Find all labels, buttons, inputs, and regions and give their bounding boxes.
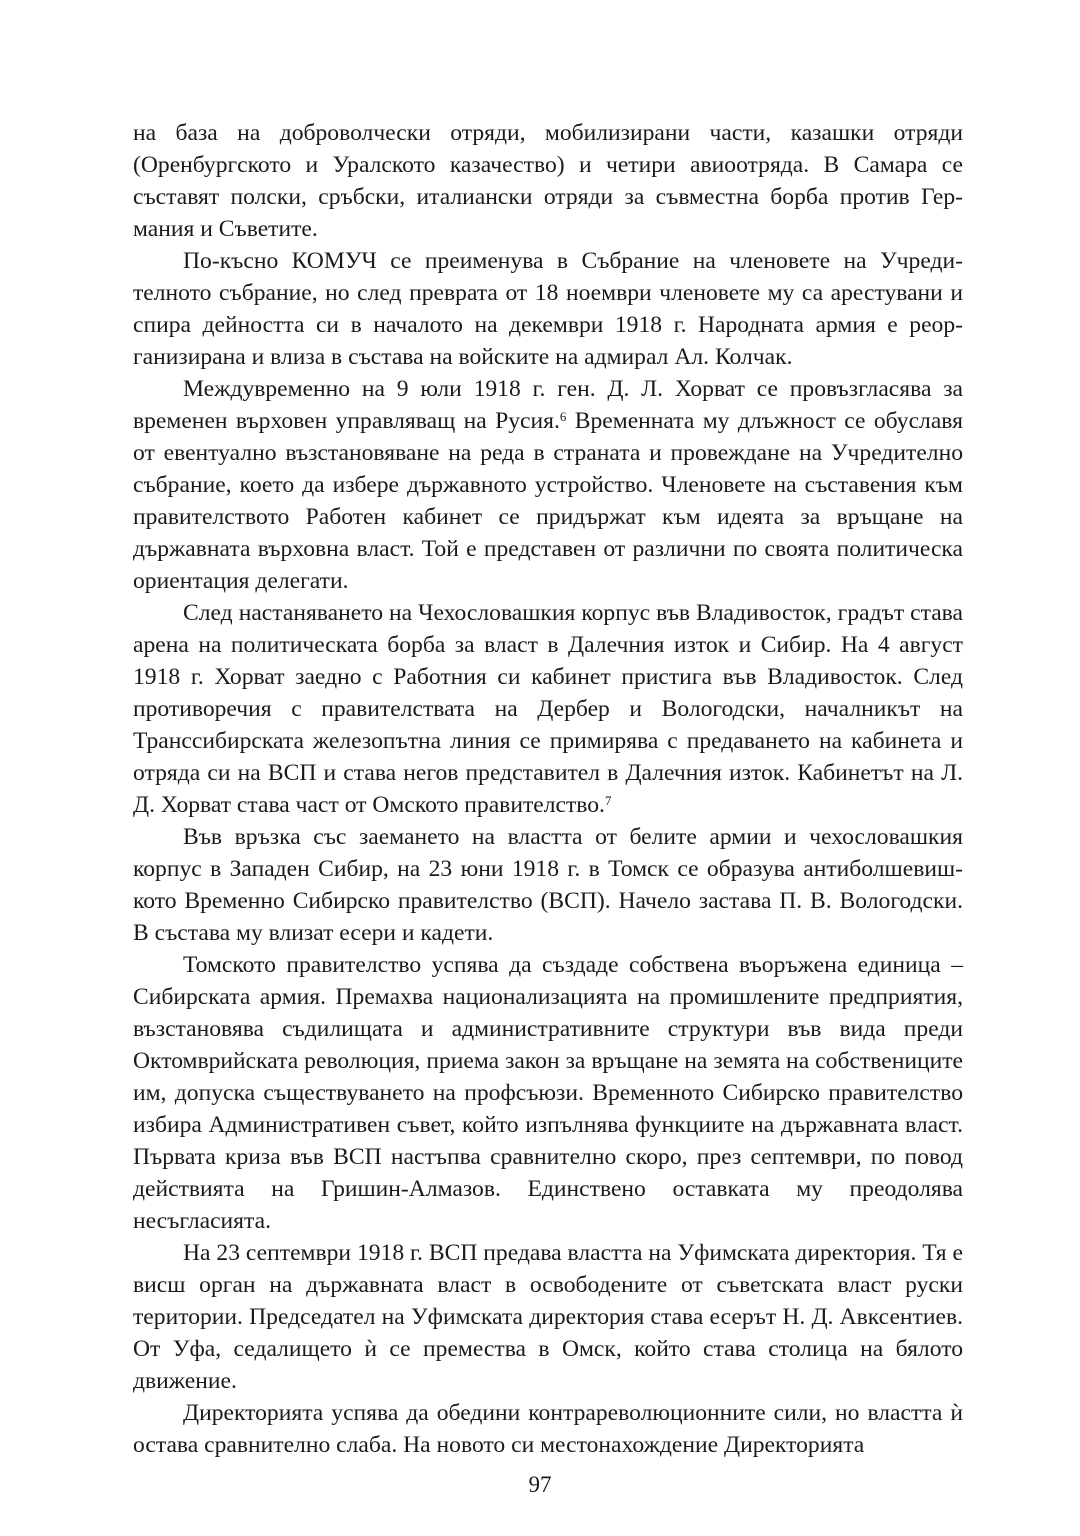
footnote-marker-6: 6	[559, 408, 567, 424]
paragraph-8: Директорията успява да обедини контрареволюционните сили, но властта ѝ остава сравнително слаба. На новото си местонахождение Директорията	[133, 1400, 963, 1458]
paragraph-5: Във връзка със заемането на властта от белите армии и чехословашкия корпус в Западен Сибир, на 23 юни 1918 г. в Томск се образува антиболшевишкото Временно Сибирско правителство (ВСП). Начело застава П. В. Вологодски. В състава му влизат есери и кадети.	[133, 824, 963, 946]
page-number: 97	[528, 1472, 552, 1497]
paragraph-7: На 23 септември 1918 г. ВСП предава властта на Уфимската директория. Тя е висш орган на държавната власт в освободените от съветската власт руски територии. Председател на Уфимската директория става есерът Н. Д. Авксентиев. От Уфа, седалището ѝ се премества в Омск, който става столица на бялото движение.	[133, 1240, 963, 1394]
paragraph-3	[133, 373, 963, 597]
paragraph-1: на база на доброволчески отряди, мобилизирани части, казашки отряди (Оренбургското и Уралското казачество) и четири авиоотряда. В Самара се съставят полски, сръбски, италиански отряди за съвместна борба против Германия и Съветите.	[133, 120, 963, 242]
body-text	[133, 117, 963, 1461]
paragraph-4	[133, 597, 963, 821]
paragraph-6: Томското правителство успява да създаде собствена въоръжена единица – Сибирската армия. Премахва национализацията на промишлените предприятия, възстановява съдилищата и административните структури във вида преди Октомврийската революция, приема закон за връщане на земята на собствениците им, допуска съществуването на профсъюзи. Временното Сибирско правителство избира Административен съвет, който изпълнява функциите на държавната власт. Първата криза във ВСП настъпва сравнително скоро, през септември, по повод действията на Гришин-Алмазов. Единствено оставката му преодолява несъгласията.	[133, 952, 963, 1234]
paragraph-3-text-a: Междувременно на 9 юли 1918 г. ген. Д. Л. Хорват се провъзгласява за временен върховен управляващ на Русия.	[133, 376, 963, 434]
footnote-marker-7: 7	[604, 792, 612, 808]
paragraph-2: По-късно КОМУЧ се преименува в Събрание на членовете на Учредителното събрание, но след преврата от 18 ноември членовете му са арестувани и спира дейността си в началото на декември 1918 г. Народната армия е реорганизирана и влиза в състава на войските на адмирал Ал. Колчак.	[133, 248, 963, 370]
paragraph-3-text-b: Временната му длъжност се обуславя от евентуално възстановяване на реда в страната и провеждане на Учредително събрание, което да избере държавното устройство. Членовете на съставения към правителството Работен кабинет се придържат към идеята за връщане на държавната върховна власт. Той е представен от различни по своята политическа ориентация делегати.	[133, 408, 963, 594]
paragraph-4-text: След настаняването на Чехословашкия корпус във Владивосток, градът става арена на политическата борба за власт в Далечния изток и Сибир. На 4 август 1918 г. Хорват заедно с Работния си кабинет пристига във Владивосток. След противоречия с правителствата на Дербер и Вологодски, началникът на Транссибирската железопътна линия се примирява с предаването на кабинета и отряда си на ВСП и става негов представител в Далечния изток. Кабинетът на Л. Д. Хорват става част от Омското правителство.	[133, 600, 963, 818]
